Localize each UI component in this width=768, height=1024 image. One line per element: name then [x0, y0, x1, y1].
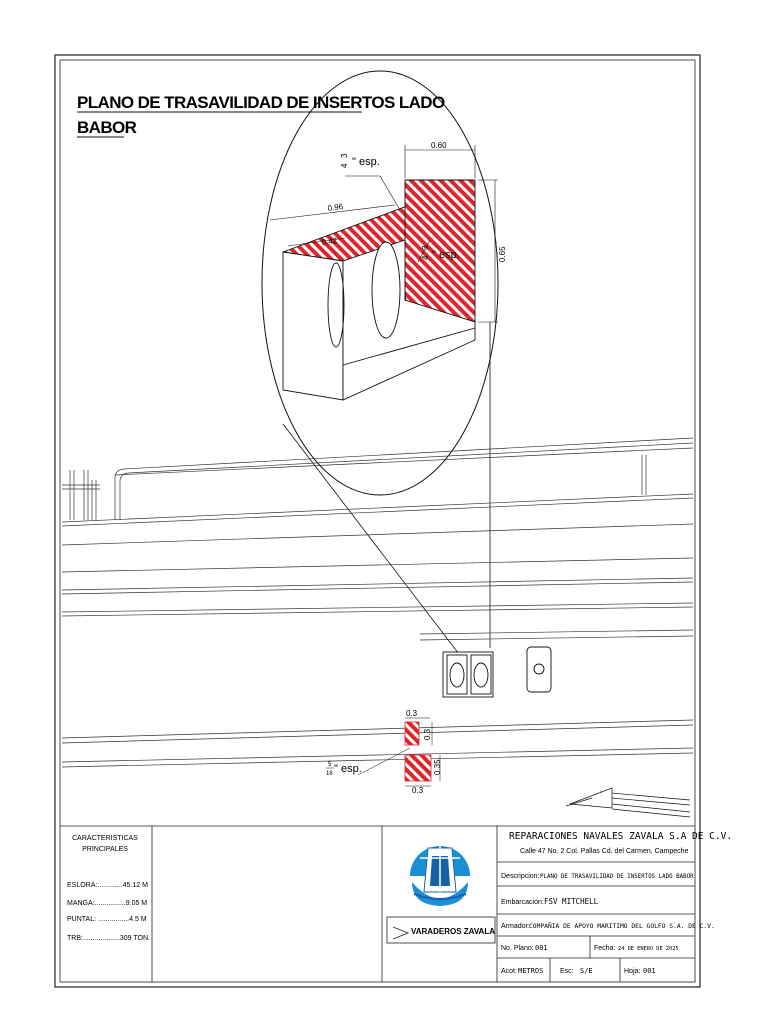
- spec-trb: TRB:...................309 TON.: [67, 935, 150, 942]
- fecha-label: Fecha:: [594, 945, 616, 952]
- drawing-title-line2: BABOR: [77, 118, 137, 137]
- small-thick-den: 16: [326, 771, 333, 777]
- small-thick-num: 5: [328, 762, 332, 768]
- esc-label: Esc:: [560, 968, 574, 975]
- insert-detail-3d: [283, 180, 475, 400]
- dim-depth: 0.42: [321, 235, 338, 247]
- dim-height: 0.65: [498, 246, 507, 262]
- small-dim-side-lower: 0.35: [433, 759, 442, 775]
- spec-eslora: ESLORA:.............45.12 M: [67, 882, 148, 889]
- company-name: REPARACIONES NAVALES ZAVALA S.A DE C.V.: [509, 831, 733, 842]
- descripcion-value: PLANO DE TRASAVILIDAD DE INSERTOS LADO BABOR: [540, 874, 694, 880]
- embarcacion-label: Embarcacion:: [501, 899, 544, 906]
- dim-length: 0.96: [327, 201, 344, 213]
- insert-double-ring: [443, 652, 493, 697]
- descripcion-label: Descripcion:: [501, 873, 540, 880]
- small-thick-unit: " esp.: [334, 763, 362, 775]
- small-insert-lower: [405, 755, 431, 781]
- dim-width: 0.60: [431, 141, 447, 150]
- insert-hole: [372, 242, 400, 338]
- hoja-label: Hoja:: [624, 968, 641, 975]
- thick-side-unit: " esp.: [432, 249, 460, 261]
- bow-arrow-symbol: [566, 788, 690, 817]
- thick-top-unit: " esp.: [352, 156, 380, 168]
- armador-value: COMPAÑIA DE APOYO MARITIMO DEL GOLFO S.A. DE C.V.: [529, 923, 715, 930]
- armador-label: Armador:: [501, 923, 530, 930]
- company-logo: [410, 840, 470, 906]
- thick-side-den: 4: [421, 255, 430, 260]
- specs-heading-1: CARACTERISTICAS: [72, 835, 138, 842]
- logo-name: VARADEROS ZAVALA: [411, 927, 495, 936]
- esc-value: S/E: [580, 967, 593, 975]
- inner-border: [60, 60, 695, 982]
- small-dim-bottom: 0.3: [412, 786, 424, 795]
- acot-value: METROS: [518, 967, 544, 975]
- ship-deck-lines: [62, 494, 693, 767]
- drawing-title-line1: PLANO DE TRASAVILIDAD DE INSERTOS LADO: [77, 93, 445, 112]
- company-address: Calle 47 No. 2 Col. Pallas Cd. del Carmen, Campeche: [520, 848, 689, 855]
- spec-manga: MANGA:................9.05 M: [67, 900, 148, 907]
- thick-top-den: 4: [340, 163, 349, 168]
- thick-top-num: 3: [340, 153, 349, 158]
- thick-side-num: 3: [421, 245, 430, 250]
- small-dim-side-upper: 0.3: [423, 728, 432, 740]
- acot-label: Acot:: [501, 968, 517, 975]
- plano-label: No. Plano:: [501, 945, 534, 952]
- plano-value: 001: [535, 944, 548, 952]
- specs-heading-2: PRINCIPALES: [82, 846, 128, 853]
- spec-puntal: PUNTAL: ................4.5 M: [67, 916, 147, 923]
- embarcacion-value: FSV MITCHELL: [544, 897, 599, 906]
- insert-single: [527, 647, 551, 692]
- small-dim-top: 0.3: [406, 709, 418, 718]
- fecha-value: 24 DE ENERO DE 2025: [618, 946, 679, 952]
- small-insert-upper: [405, 722, 419, 745]
- hoja-value: 001: [643, 967, 656, 975]
